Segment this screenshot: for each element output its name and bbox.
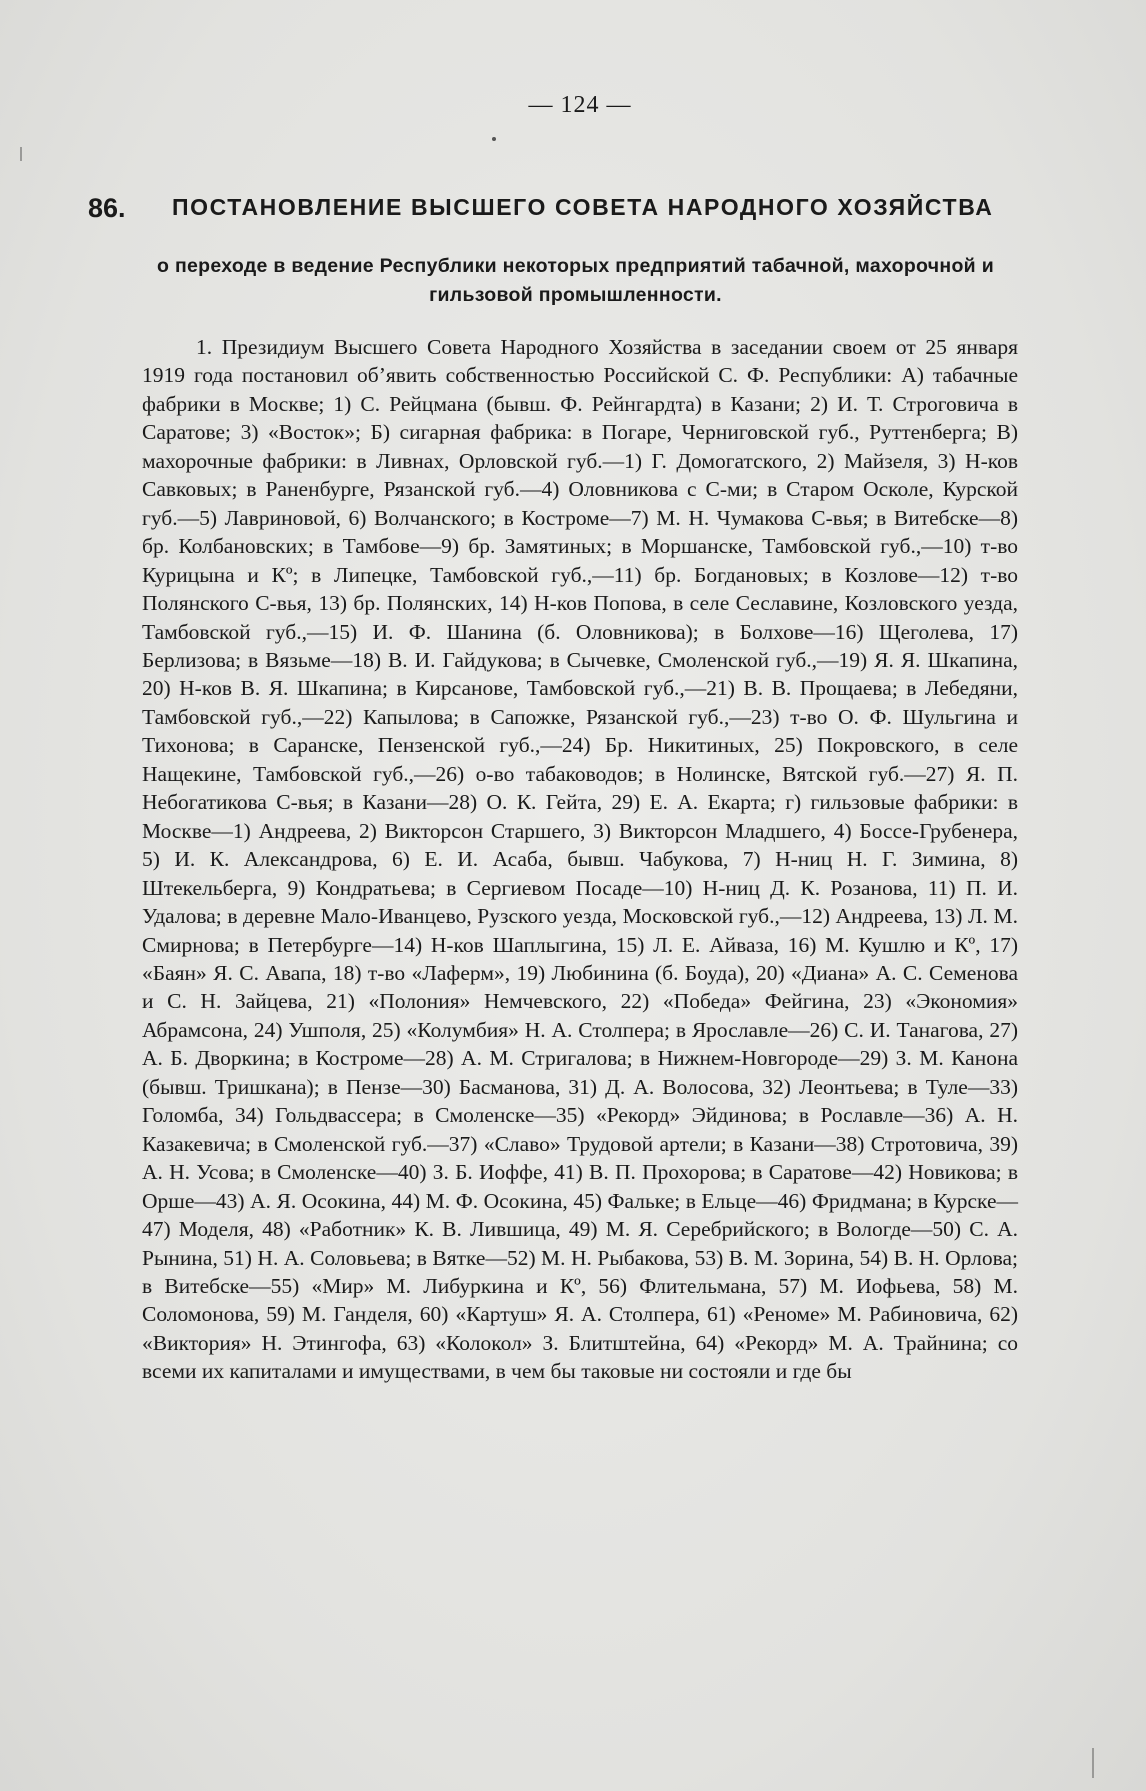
body-paragraph: 1. Президиум Высшего Совета Народного Хозяйства в заседании своем от 25 января 1919 года постановил об’явить собственностью Российской С. Ф. Республики: А) табачные фабрики в Москве; 1) С. Рейцмана (бывш. Ф. Рейнгардта) в Казани; 2) И. Т. Строговича в Саратове; 3) «Восток»; Б) сигарная фабрика: в Погаре, Черниговской губ., Руттенберга; В) махорочные фабрики: в Ливнах, Орловской губ.—1) Г. Домогатского, 2) Майзеля, 3) Н-ков Савковых; в Раненбурге, Рязанской губ.—4) Оловникова с С-ми; в Старом Осколе, Курской губ.—5) Лавриновой, 6) Волчанского; в Костроме—7) М. Н. Чумакова С-вья; в Витебске—8) бр. Колбановских; в Тамбове—9) бр. Замятиных; в Моршанске, Тамбовской губ.,—10) т-во Курицына и Кº; в Липецке, Тамбовской губ.,—11) бр. Богдановых; в Козлове—12) т-во Полянского С-вья, 13) бр. Полянских, 14) Н-ков Попова, в селе Сеславине, Козловского уезда, Тамбовской губ.,—15) И. Ф. Шанина (б. Оловникова); в Болхове—16) Щеголева, 17) Берлизова; в Вязьме—18) В. И. Гайдукова; в Сычевке, Смоленской губ.,—19) Я. Я. Шкапина, 20) Н-ков В. Я. Шкапина; в Кирсанове, Тамбовской губ.,—21) В. В. Прощаева; в Лебедяни, Тамбовской губ.,—22) Капылова; в Сапожке, Рязанской губ.,—23) т-во О. Ф. Шульгина и Тихонова; в Саранске, Пензенской губ.,—24) Бр. Никитиных, 25) Покровского, в селе Нащекине, Тамбовской губ.,—26) о-во табаководов; в Нолинске, Вятской губ.—27) Я. П. Небогатикова С-вья; в Казани—28) О. К. Гейта, 29) Е. А. Екарта; г) гильзовые фабрики: в Москве—1) Андреева, 2) Викторсон Старшего, 3) Викторсон Младшего, 4) Боссе-Грубенера, 5) И. К. Александрова, 6) Е. И. Асаба, бывш. Чабукова, 7) Н-ниц Н. Г. Зимина, 8) Штекельберга, 9) Кондратьева; в Сергиевом Посаде—10) Н-ниц Д. К. Розанова, 11) П. И. Удалова; в деревне Мало-Иванцево, Рузского уезда, Московской губ.,—12) Андреева, 13) Л. М. Смирнова; в Петербурге—14) Н-ков Шаплыгина, 15) Л. Е. Айваза, 16) М. Кушлю и Кº, 17) «Баян» Я. С. Авапа, 18) т-во «Лаферм», 19) Любинина (б. Боуда), 20) «Диана» А. С. Семенова и С. Н. Зайцева, 21) «Полония» Немчевского, 22) «Победа» Фейгина, 23) «Экономия» Абрамсона, 24) Ушполя, 25) «Колумбия» Н. А. Столпера; в Ярославле—26) С. И. Танагова, 27) А. Б. Дворкина; в Костроме—28) А. М. Стригалова; в Нижнем-Новгороде—29) З. М. Канона (бывш. Тришкана); в Пензе—30) Басманова, 31) Д. А. Волосова, 32) Леонтьева; в Туле—33) Голомба, 34) Гольдвассера; в Смоленске—35) «Рекорд» Эйдинова; в Рославле—36) А. Н. Казакевича; в Смоленской губ.—37) «Славо» Трудовой артели; в Казани—38) Стротовича, 39) А. Н. Усова; в Смоленске—40) З. Б. Иоффе, 41) В. П. Прохорова; в Саратове—42) Новикова; в Орше—43) А. Я. Осокина, 44) М. Ф. Осокина, 45) Фальке; в Ельце—46) Фридмана; в Курске—47) Моделя, 48) «Работник» К. В. Лившица, 49) М. Я. Серебрийского; в Вологде—50) С. А. Рынина, 51) Н. А. Соловьева; в Вятке—52) М. Н. Рыбакова, 53) В. М. Зорина, 54) В. Н. Орлова; в Витебске—55) «Мир» М. Либуркина и Кº, 56) Флительмана, 57) М. Иофьева, 58) М. Соломонова, 59) М. Ганделя, 60) «Картуш» Я. А. Столпера, 61) «Реноме» М. Рабиновича, 62) «Виктория» Н. Этингофа, 63) «Колокол» З. Блитштейна, 64) «Рекорд» М. А. Трайнина; со всеми их капиталами и имуществами, в чем бы таковые ни состояли и где бы — [142, 335, 1018, 1384]
margin-mark — [492, 137, 496, 141]
document-subtitle: о переходе в ведение Республики некоторых предприятий табачной, махорочной и гильзовой промышленности. — [157, 255, 994, 306]
margin-mark — [1092, 1748, 1094, 1778]
document-title: ПОСТАНОВЛЕНИЕ ВЫСШЕГО СОВЕТА НАРОДНОГО ХОЗЯЙСТВА — [172, 194, 994, 220]
margin-mark — [20, 147, 22, 161]
document-header — [88, 193, 994, 233]
document-number: 86. — [88, 193, 126, 223]
page-number: — 124 — — [528, 92, 632, 118]
